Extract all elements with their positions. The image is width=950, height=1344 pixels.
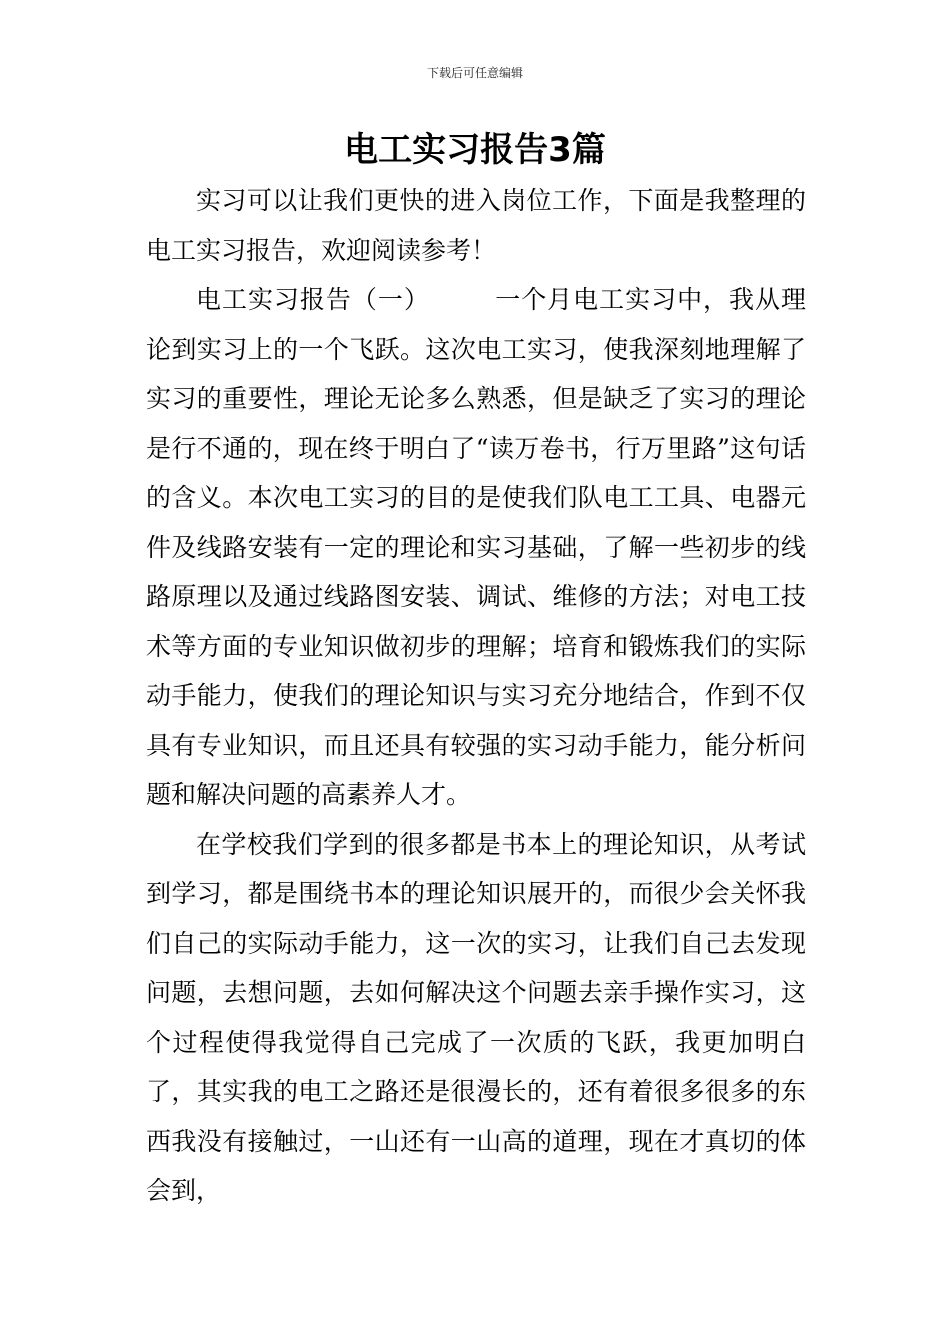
paragraph-report-one: 电工实习报告（一） 一个月电工实习中，我从理论到实习上的一个飞跃。这次电工实习，使我深刻地理解了实习的重要性，理论无论多么熟悉，但是缺乏了实习的理论是行不通的，现在终于明白了“读万卷书，行万里路”这句话的含义。本次电工实习的目的是使我们队电工工具、电器元件及线路安装有一定的理论和实习基础，了解一些初步的线路原理以及通过线路图安装、调试、维修的方法；对电工技术等方面的专业知识做初步的理解；培育和锻炼我们的实际动手能力，使我们的理论知识与实习充分地结合，作到不仅具有专业知识，而且还具有较强的实习动手能力，能分析问题和解决问题的高素养人才。 — [146, 285, 806, 809]
paragraph-intro: 实习可以让我们更快的进入岗位工作，下面是我整理的电工实习报告，欢迎阅读参考！ — [146, 186, 806, 265]
header-note: 下载后可任意编辑 — [426, 66, 523, 80]
document-body — [146, 176, 806, 1216]
document-title: 电工实习报告3篇 — [344, 130, 606, 170]
paragraph-school-learning: 在学校我们学到的很多都是书本上的理论知识，从考试到学习，都是围绕书本的理论知识展开的，而很少会关怀我们自己的实际动手能力，这一次的实习，让我们自己去发现问题，去想问题，去如何解决这个问题去亲手操作实习，这个过程使得我觉得自己完成了一次质的飞跃，我更加明白了，其实我的电工之路还是很漫长的，还有着很多很多的东西我没有接触过，一山还有一山高的道理，现在才真切的体会到， — [146, 829, 806, 1205]
